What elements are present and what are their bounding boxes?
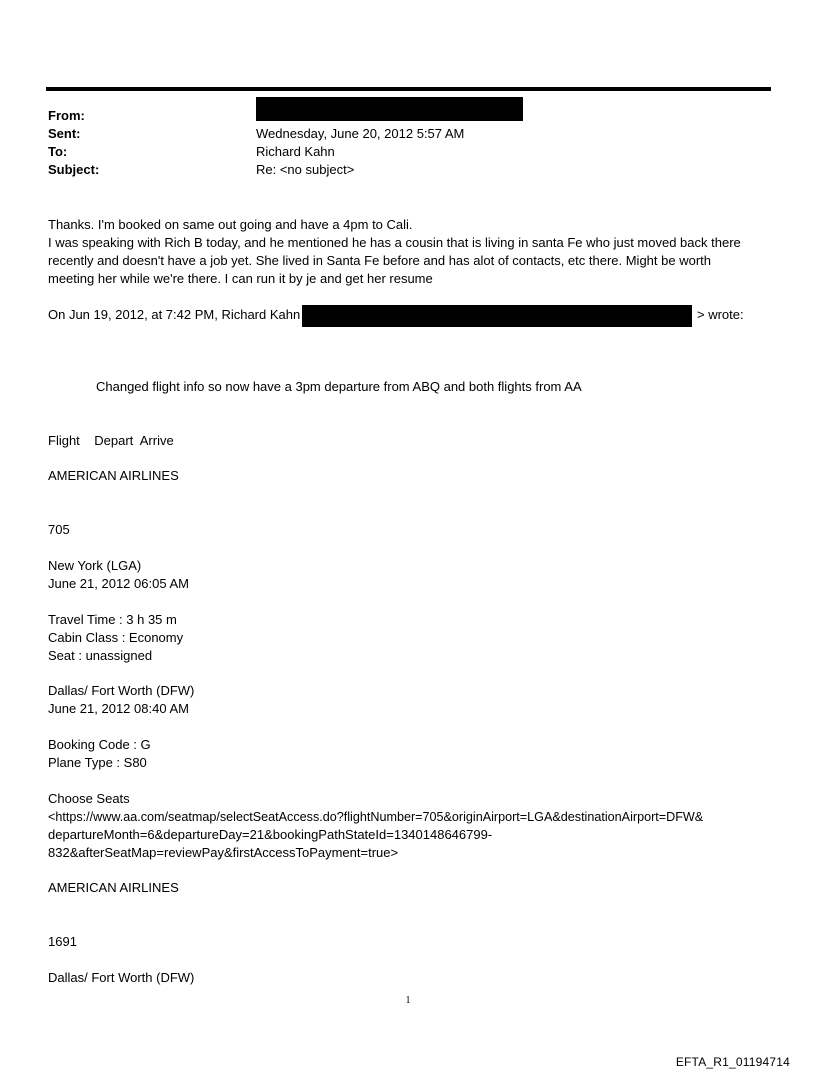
arrive-city: Dallas/ Fort Worth (DFW) (48, 683, 195, 698)
redacted-email (302, 305, 692, 327)
reply-line: recently and doesn't have a job yet. She lived in Santa Fe before and has alot of contacts, etc there. Might be worth (48, 253, 711, 268)
flight-number: 1691 (48, 934, 77, 949)
airline-name: AMERICAN AIRLINES (48, 880, 179, 895)
quote-intro: On Jun 19, 2012, at 7:42 PM, Richard Kahn (48, 307, 301, 322)
reply-line: I was speaking with Rich B today, and he mentioned he has a cousin that is living in santa Fe who just moved back there (48, 235, 741, 250)
sent-value: Wednesday, June 20, 2012 5:57 AM (256, 126, 465, 141)
depart-time: June 21, 2012 06:05 AM (48, 576, 189, 591)
choose-seats-label: Choose Seats (48, 791, 130, 806)
depart-city: New York (LGA) (48, 558, 142, 573)
airline-name: AMERICAN AIRLINES (48, 468, 179, 483)
seat-link[interactable]: departureMonth=6&departureDay=21&bookingPathStateId=1340148646799- (48, 827, 493, 842)
seat-link[interactable]: <https://www.aa.com/seatmap/selectSeatAccess.do?flightNumber=705&originAirport=LGA&destinationAirport=DFW& (48, 810, 704, 824)
arrive-time: June 21, 2012 08:40 AM (48, 701, 189, 716)
reply-line: Thanks. I'm booked on same out going and have a 4pm to Cali. (48, 217, 413, 232)
reply-line: meeting her while we're there. I can run it by je and get her resume (48, 271, 433, 286)
seat-link[interactable]: 832&afterSeatMap=reviewPay&firstAccessToPayment=true> (48, 845, 399, 860)
subject-label: Subject: (48, 162, 100, 177)
travel-time: Travel Time : 3 h 35 m (48, 612, 177, 627)
depart-city: Dallas/ Fort Worth (DFW) (48, 970, 195, 985)
to-value: Richard Kahn (256, 144, 335, 159)
page-number: 1 (405, 995, 411, 1006)
document-id: EFTA_R1_01194714 (675, 1055, 790, 1069)
seat-info: Seat : unassigned (48, 648, 153, 663)
booking-code: Booking Code : G (48, 737, 151, 752)
flight-number: 705 (48, 522, 70, 537)
flight-table-header: Flight Depart Arrive (48, 433, 174, 448)
sent-label: Sent: (48, 126, 81, 141)
quoted-message: Changed flight info so now have a 3pm departure from ABQ and both flights from AA (96, 379, 582, 394)
to-label: To: (48, 144, 68, 159)
from-label: From: (48, 108, 85, 123)
header-rule (46, 87, 771, 91)
subject-value: Re: <no subject> (256, 162, 355, 177)
cabin-class: Cabin Class : Economy (48, 630, 184, 645)
plane-type: Plane Type : S80 (48, 755, 147, 770)
quote-intro-suffix: > wrote: (697, 307, 744, 322)
redacted-sender (256, 97, 523, 121)
